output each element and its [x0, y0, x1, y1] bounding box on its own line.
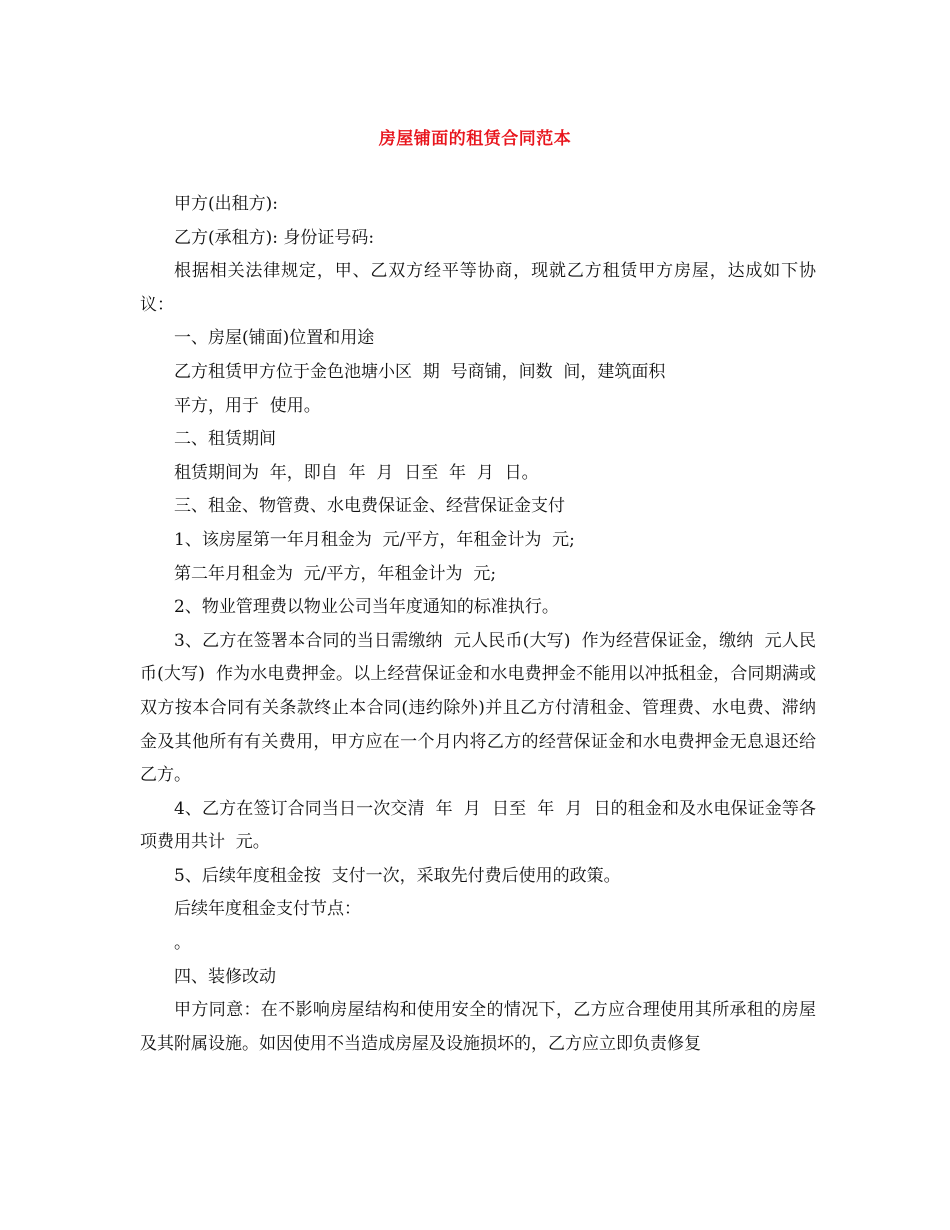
paragraph-renovation: 甲方同意：在不影响房屋结构和使用安全的情况下，乙方应合理使用其所承租的房屋及其附属设施。如因使用不当造成房屋及设施损坏的，乙方应立即负责修复	[140, 1000, 816, 1054]
paragraph-rent-year-1: 1、该房屋第一年月租金为 元/平方，年租金计为 元;	[174, 529, 575, 550]
paragraph-subsequent-rent: 5、后续年度租金按 支付一次，采取先付费后使用的政策。	[174, 865, 621, 886]
paragraph-initial-payment: 4、乙方在签订合同当日一次交清 年 月 日至 年 月 日的租金和及水电保证金等各项费用共计 元。	[140, 798, 816, 853]
section-heading-term: 二、租赁期间	[174, 429, 276, 450]
paragraph-deposit: 3、乙方在签署本合同的当日需缴纳 元人民币(大写) 作为经营保证金，缴纳 元人民币(大写) 作为水电费押金。以上经营保证金和水电费押金不能用以冲抵租金，合同期满或双方按本合同有关条款终止本合同(违约除外)并且乙方付清租金、管理费、水电费、滞纳金及其他所有有关费用，甲方应在一个月内将乙方的经营保证金和水电费押金无息退还给乙方。	[140, 630, 816, 786]
paragraph-location: 乙方租赁甲方位于金色池塘小区 期 号商铺，间数 间，建筑面积	[174, 361, 666, 382]
paragraph-period-mark: 。	[174, 933, 191, 954]
paragraph-party-b: 乙方(承租方): 身份证号码:	[174, 227, 375, 248]
paragraph-preamble: 根据相关法律规定，甲、乙双方经平等协商，现就乙方租赁甲方房屋，达成如下协议：	[140, 261, 816, 315]
paragraph-payment-nodes: 后续年度租金支付节点：	[174, 899, 361, 920]
section-heading-payment: 三、租金、物管费、水电费保证金、经营保证金支付	[174, 496, 565, 517]
section-heading-location: 一、房屋(铺面)位置和用途	[174, 328, 375, 349]
paragraph-party-a: 甲方(出租方):	[174, 194, 278, 214]
document-title: 房屋铺面的租赁合同范本	[378, 129, 572, 149]
paragraph-term: 租赁期间为 年，即自 年 月 日至 年 月 日。	[174, 462, 539, 483]
paragraph-property-fee: 2、物业管理费以物业公司当年度通知的标准执行。	[174, 597, 559, 618]
document-body	[140, 188, 816, 1061]
paragraph-usage: 平方，用于 使用。	[174, 395, 321, 416]
paragraph-rent-year-2: 第二年月租金为 元/平方，年租金计为 元;	[174, 563, 497, 584]
section-heading-renovation: 四、装修改动	[174, 966, 276, 987]
